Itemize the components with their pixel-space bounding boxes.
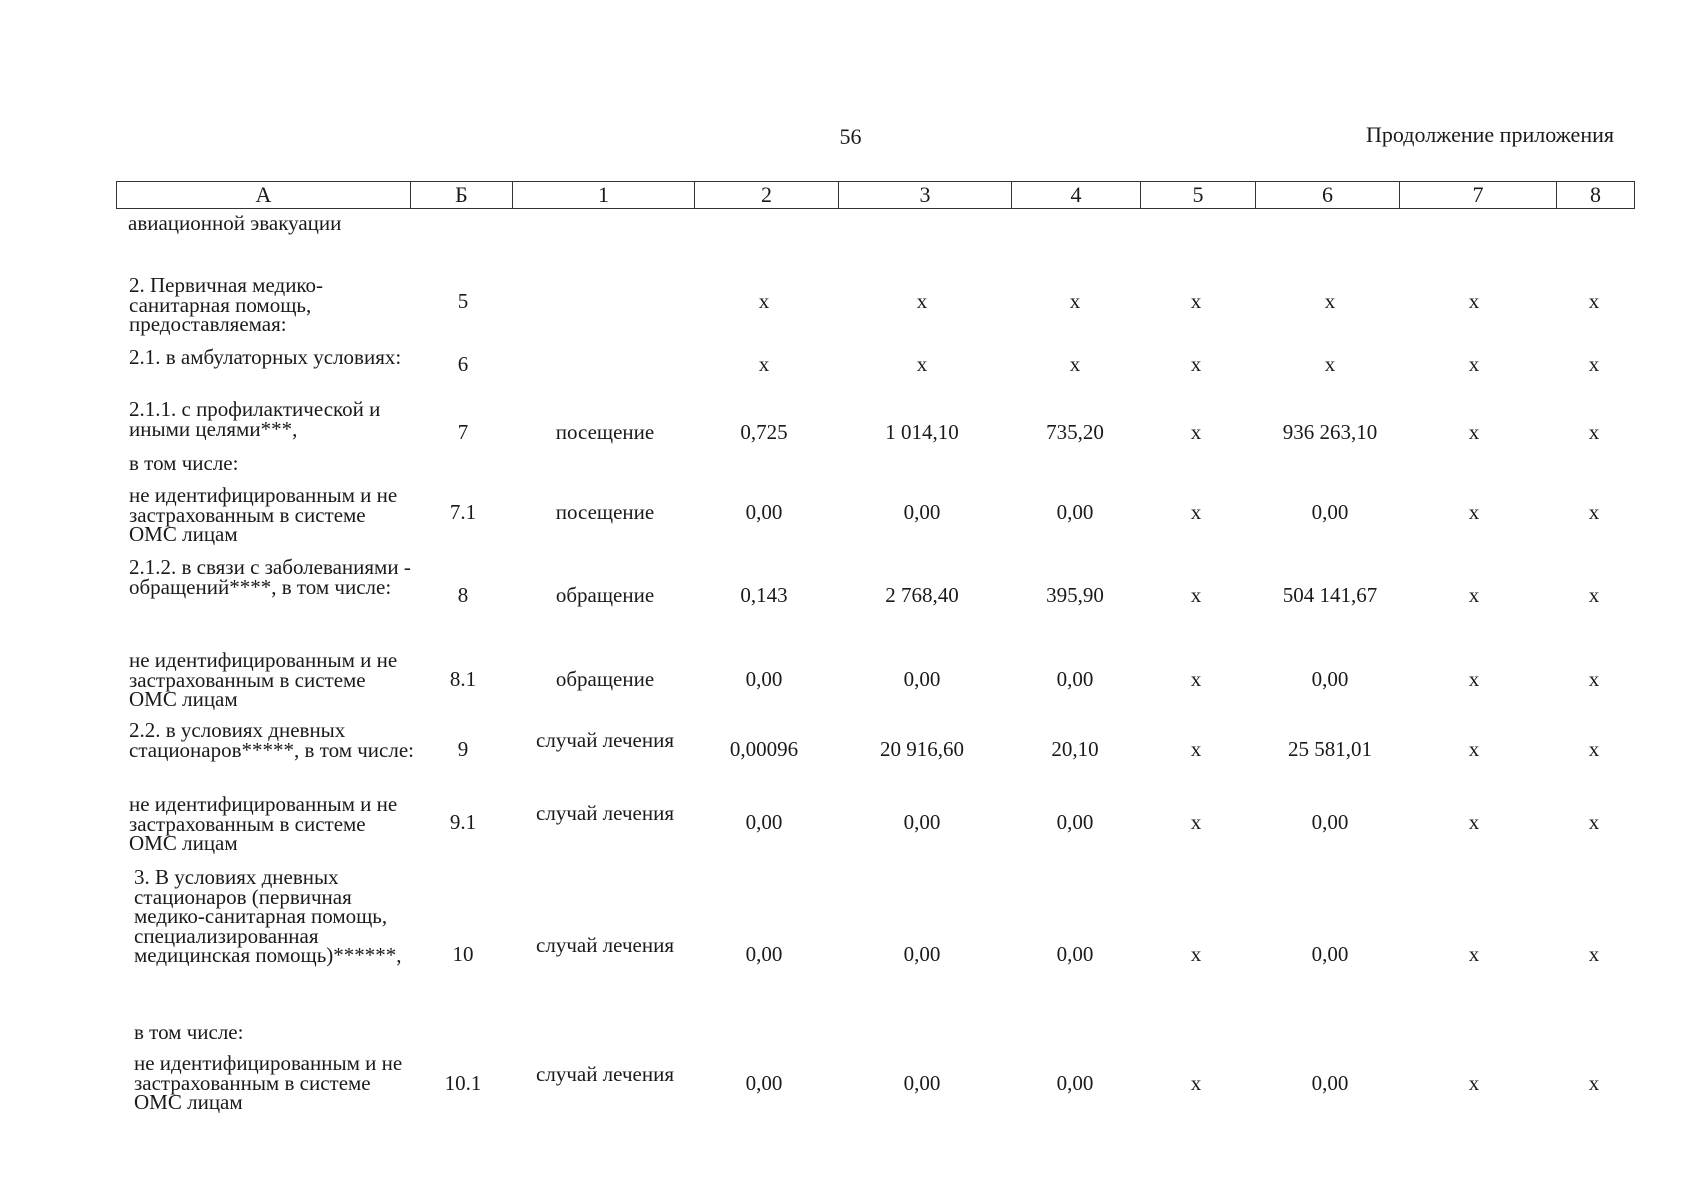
cell-c2: х (758, 352, 770, 376)
cell-c8: х (1588, 810, 1600, 834)
cell-num: 7.1 (449, 500, 477, 524)
cell-c3: 0,00 (903, 667, 941, 691)
row-label: 3. В условиях дневных стационаров (первичная медико-санитарная помощь, специализированная медицинская помощь)******, (134, 865, 402, 967)
cell-c8: х (1588, 1071, 1600, 1095)
cell-c3: 20 916,60 (880, 737, 964, 761)
cell-c6: 0,00 (1311, 500, 1349, 524)
cell-num: 10 (452, 942, 474, 966)
cell-c4: 0,00 (1056, 810, 1094, 834)
cell-c6: х (1324, 289, 1336, 313)
cell-c5: х (1190, 289, 1202, 313)
row-label: не идентифицированным и не застрахованным в системе ОМС лицам (129, 792, 398, 855)
cell-c6: 0,00 (1311, 942, 1349, 966)
header-note: Продолжение приложения (1366, 122, 1614, 147)
cell-c5: х (1190, 1071, 1202, 1095)
cell-c7: х (1468, 500, 1480, 524)
cell-unit: обращение (555, 667, 655, 691)
cell-c2: 0,00096 (729, 737, 799, 761)
cell-c5: х (1190, 667, 1202, 691)
row-label: не идентифицированным и не застрахованным в системе ОМС лицам (129, 648, 398, 711)
cell-c2: 0,143 (740, 583, 788, 607)
cell-c4: 0,00 (1056, 942, 1094, 966)
cell-c2: х (758, 289, 770, 313)
cell-c3: 1 014,10 (885, 420, 959, 444)
cell-num: 5 (457, 289, 469, 313)
cell-num: 7 (457, 420, 469, 444)
cell-c6: 25 581,01 (1288, 737, 1372, 761)
row-label: 2.1. в амбулаторных условиях: (129, 345, 402, 369)
cell-c7: х (1468, 352, 1480, 376)
cell-c6: х (1324, 352, 1336, 376)
cell-c4: 735,20 (1046, 420, 1104, 444)
row-label: 2.1.1. с профилактической и иными целями***, (129, 397, 381, 441)
column-header-1: 1 (512, 182, 694, 208)
cell-c8: х (1588, 420, 1600, 444)
row-label: 2.1.2. в связи с заболеваниями - обращений****, в том числе: (129, 555, 411, 599)
cell-c4: х (1069, 352, 1081, 376)
page-number: 56 (839, 124, 862, 149)
cell-c3: 0,00 (903, 810, 941, 834)
cell-c5: х (1190, 583, 1202, 607)
cell-c3: 2 768,40 (885, 583, 959, 607)
cell-c2: 0,00 (745, 810, 783, 834)
column-header-8: 8 (1556, 182, 1634, 208)
cell-num: 8.1 (449, 667, 477, 691)
cell-c4: 0,00 (1056, 1071, 1094, 1095)
cell-num: 6 (457, 352, 469, 376)
cell-c4: х (1069, 289, 1081, 313)
cell-unit: случай лечения (536, 1062, 674, 1086)
continuation-text: авиационной эвакуации (128, 211, 342, 235)
column-header-3: 3 (838, 182, 1011, 208)
cell-c7: х (1468, 583, 1480, 607)
row-label: в том числе: (129, 451, 239, 475)
cell-c5: х (1190, 352, 1202, 376)
column-header-2: 2 (694, 182, 838, 208)
cell-c3: 0,00 (903, 942, 941, 966)
cell-c7: х (1468, 737, 1480, 761)
cell-unit: случай лечения (536, 933, 674, 957)
column-header-a: А (255, 182, 272, 207)
column-header-4: 4 (1011, 182, 1140, 208)
row-label: 2. Первичная медико-санитарная помощь, предоставляемая: (129, 273, 324, 336)
column-header-b: Б (410, 182, 512, 208)
cell-c2: 0,00 (745, 942, 783, 966)
cell-c8: х (1588, 289, 1600, 313)
cell-c4: 20,10 (1051, 737, 1099, 761)
cell-c2: 0,725 (740, 420, 788, 444)
cell-unit: посещение (555, 500, 655, 524)
row-label: в том числе: (134, 1020, 244, 1044)
cell-c3: 0,00 (903, 1071, 941, 1095)
row-label: 2.2. в условиях дневных стационаров*****, в том числе: (129, 718, 414, 762)
cell-num: 8 (457, 583, 469, 607)
cell-unit: обращение (555, 583, 655, 607)
cell-c6: 504 141,67 (1282, 583, 1378, 607)
cell-c8: х (1588, 667, 1600, 691)
cell-c7: х (1468, 942, 1480, 966)
cell-c4: 0,00 (1056, 500, 1094, 524)
cell-num: 9.1 (449, 810, 477, 834)
row-label: не идентифицированным и не застрахованным в системе ОМС лицам (134, 1051, 403, 1114)
cell-c2: 0,00 (745, 500, 783, 524)
cell-c7: х (1468, 1071, 1480, 1095)
cell-c2: 0,00 (745, 1071, 783, 1095)
cell-c5: х (1190, 420, 1202, 444)
column-header-row (116, 181, 1635, 209)
cell-c3: 0,00 (903, 500, 941, 524)
cell-c8: х (1588, 942, 1600, 966)
cell-unit: случай лечения (536, 801, 674, 825)
cell-c6: 0,00 (1311, 667, 1349, 691)
cell-c6: 936 263,10 (1282, 420, 1378, 444)
cell-c3: х (916, 352, 928, 376)
cell-unit: случай лечения (536, 728, 674, 752)
row-label: не идентифицированным и не застрахованным в системе ОМС лицам (129, 483, 398, 546)
cell-c4: 395,90 (1046, 583, 1104, 607)
cell-c7: х (1468, 289, 1480, 313)
cell-c7: х (1468, 420, 1480, 444)
cell-c7: х (1468, 667, 1480, 691)
cell-c8: х (1588, 737, 1600, 761)
cell-c6: 0,00 (1311, 810, 1349, 834)
cell-c3: х (916, 289, 928, 313)
cell-c8: х (1588, 583, 1600, 607)
cell-c2: 0,00 (745, 667, 783, 691)
cell-c8: х (1588, 500, 1600, 524)
cell-c5: х (1190, 500, 1202, 524)
cell-num: 9 (457, 737, 469, 761)
cell-c8: х (1588, 352, 1600, 376)
cell-unit: посещение (555, 420, 655, 444)
cell-c6: 0,00 (1311, 1071, 1349, 1095)
cell-c4: 0,00 (1056, 667, 1094, 691)
column-header-5: 5 (1140, 182, 1255, 208)
cell-c5: х (1190, 942, 1202, 966)
cell-c5: х (1190, 737, 1202, 761)
cell-num: 10.1 (444, 1071, 482, 1095)
column-header-6: 6 (1255, 182, 1399, 208)
cell-c5: х (1190, 810, 1202, 834)
cell-c7: х (1468, 810, 1480, 834)
column-header-7: 7 (1399, 182, 1556, 208)
